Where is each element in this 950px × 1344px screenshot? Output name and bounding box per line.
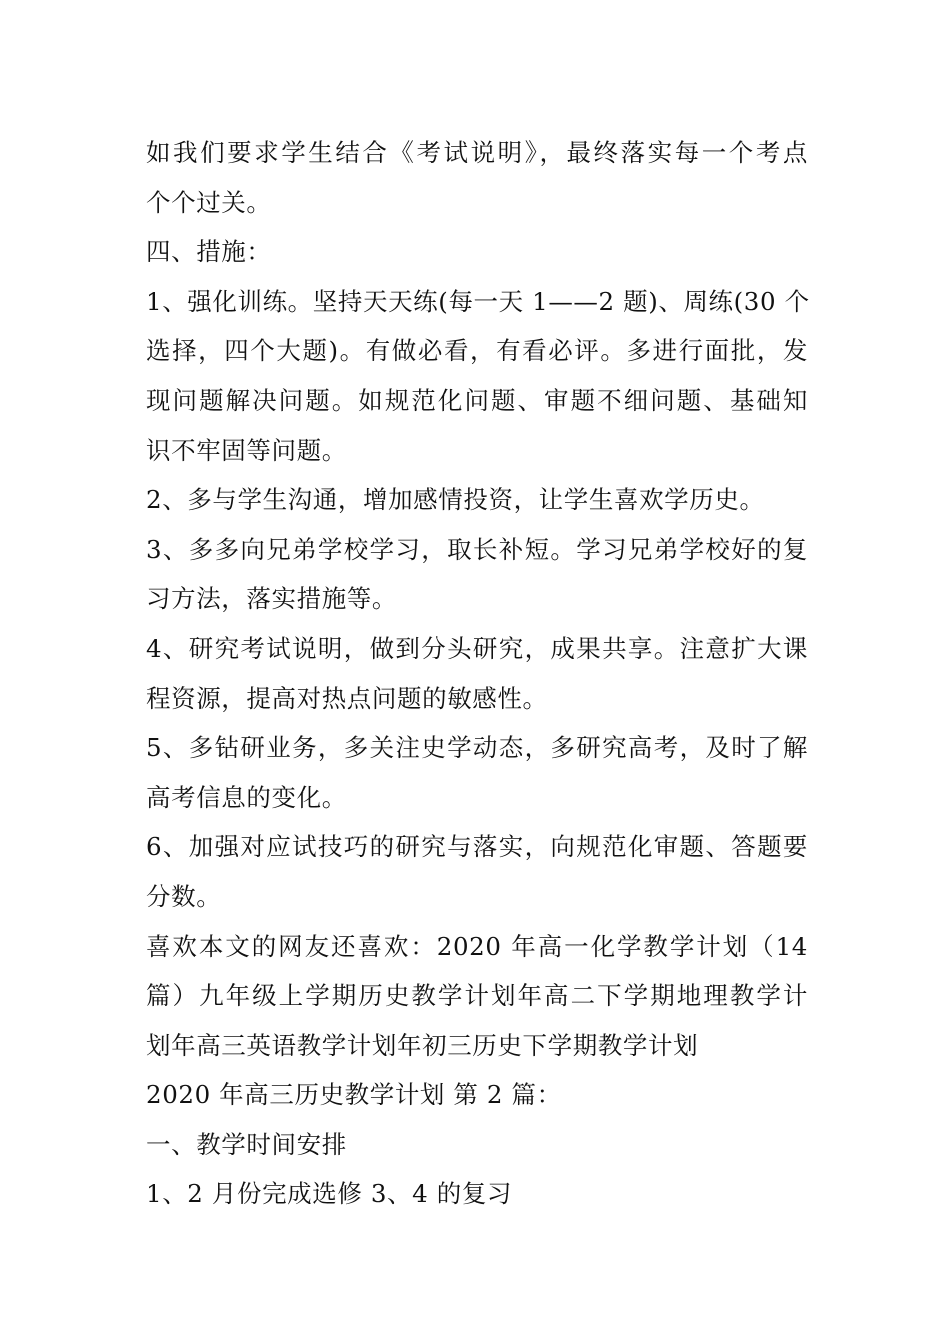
text-line: 划年高三英语教学计划年初三历史下学期教学计划 xyxy=(146,1030,699,1060)
text-line: 4、研究考试说明，做到分头研究，成果共享。注意扩大课 xyxy=(146,633,808,663)
text-line: 识不牢固等问题。 xyxy=(146,435,347,465)
document-body xyxy=(146,134,808,1225)
text-line: 高考信息的变化。 xyxy=(146,782,347,812)
text-line: 6、加强对应试技巧的研究与落实，向规范化审题、答题要 xyxy=(146,832,808,862)
text-line: 喜欢本文的网友还喜欢：2020 年高一化学教学计划（14 xyxy=(146,931,808,961)
text-line: 一、教学时间安排 xyxy=(146,1129,347,1159)
text-line: 如我们要求学生结合《考试说明》，最终落实每一个考点 xyxy=(146,138,808,167)
text-line: 四、措施： xyxy=(146,237,272,267)
text-line: 个个过关。 xyxy=(146,187,272,217)
text-line: 程资源，提高对热点问题的敏感性。 xyxy=(146,683,548,713)
text-line: 3、多多向兄弟学校学习，取长补短。学习兄弟学校好的复 xyxy=(146,534,808,564)
text-line: 1、强化训练。坚持天天练(每一天 1——2 题)、周练(30 个 xyxy=(146,286,810,316)
text-line: 2、多与学生沟通，增加感情投资，让学生喜欢学历史。 xyxy=(146,485,765,515)
text-line: 2020 年高三历史教学计划 第 2 篇： xyxy=(146,1080,562,1110)
text-line: 选择，四个大题)。有做必看，有看必评。多进行面批，发 xyxy=(146,336,808,366)
text-line: 现问题解决问题。如规范化问题、审题不细问题、基础知 xyxy=(146,385,808,415)
text-line: 习方法，落实措施等。 xyxy=(146,584,397,614)
text-line: 1、2 月份完成选修 3、4 的复习 xyxy=(146,1179,513,1209)
text-line: 篇）九年级上学期历史教学计划年高二下学期地理教学计 xyxy=(146,981,808,1011)
text-line: 分数。 xyxy=(146,881,222,911)
text-line: 5、多钻研业务，多关注史学动态，多研究高考，及时了解 xyxy=(146,733,808,763)
